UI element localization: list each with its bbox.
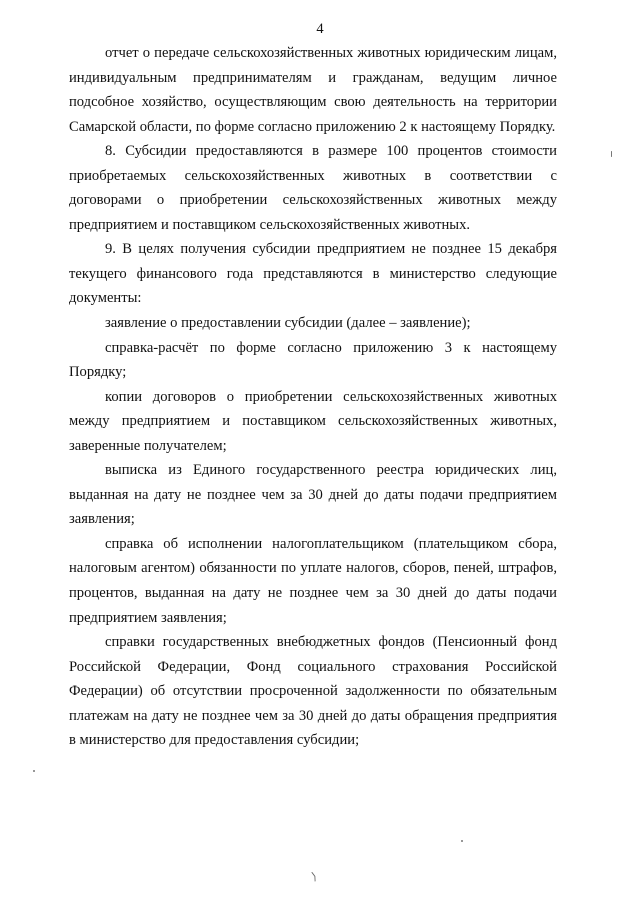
list-item-contract-copies: копии договоров о приобретении сельскохозяйственных животных между предприятием и поставщиком сельскохозяйственных животных, заверенные получателем; (69, 388, 557, 454)
page-number: 4 (316, 21, 324, 37)
paragraph-9-documents: 9. В целях получения субсидии предприятием не позднее 15 декабря текущего финансового года представляются в министерство следующие документы: (69, 241, 557, 307)
paragraph-8-subsidy-amount: 8. Субсидии предоставляются в размере 100 процентов стоимости приобретаемых сельскохозяйственных животных в соответствии с договорами о приобретении сельскохозяйственных животных между предприятием и поставщиком сельскохозяйственных животных. (69, 143, 557, 233)
scan-speck (461, 840, 463, 842)
scan-mark: ⟩ (309, 869, 319, 884)
document-body (69, 41, 557, 753)
scan-speck (611, 151, 612, 157)
list-item-calculation: справка-расчёт по форме согласно приложению 3 к настоящему Порядку; (69, 339, 557, 381)
list-item-tax-certificate: справка об исполнении налогоплательщиком (плательщиком сбора, налоговым агентом) обязанности по уплате налогов, сборов, пеней, штрафов, процентов, выданная на дату не позднее чем за 30 дней до даты подачи предприятием заявления; (69, 535, 557, 626)
scan-speck (33, 770, 35, 772)
paragraph-report-transfer: отчет о передаче сельскохозяйственных животных юридическим лицам, индивидуальным предпринимателям и гражданам, ведущим личное подсобное хозяйство, осуществляющим свою деятельность на территории Самарской области, по форме согласно приложению 2 к настоящему Порядку. (69, 45, 557, 135)
list-item-registry-extract: выписка из Единого государственного реестра юридических лиц, выданная на дату не позднее чем за 30 дней до даты подачи предприятием заявления; (69, 462, 557, 528)
list-item-application: заявление о предоставлении субсидии (далее – заявление); (105, 315, 471, 332)
list-item-fund-certificates: справки государственных внебюджетных фондов (Пенсионный фонд Российской Федерации, Фонд социального страхования Российской Федерации) об отсутствии просроченной задолженности по обязательным платежам на дату не позднее чем за 30 дней до даты обращения предприятия в министерство для предоставления субсидии; (69, 634, 557, 749)
